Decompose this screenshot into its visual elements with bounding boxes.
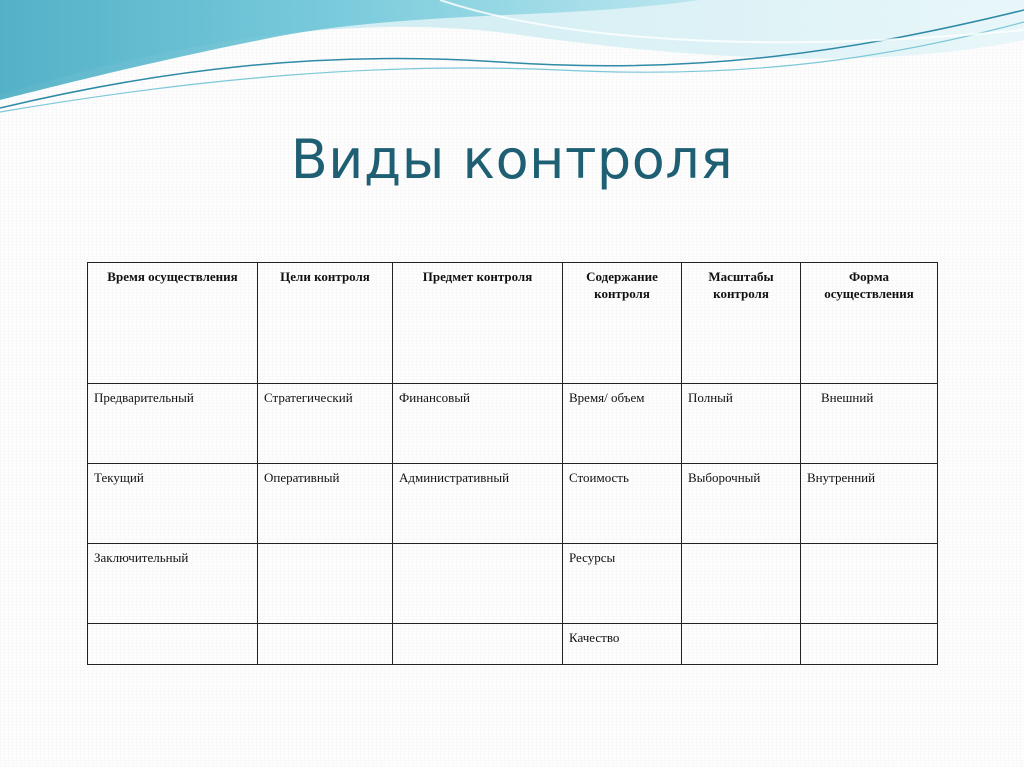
table-cell: Полный [682, 384, 801, 464]
table-cell [393, 624, 563, 665]
header-cell: Содержание контроля [563, 263, 682, 384]
control-types-table [87, 262, 938, 665]
table-cell: Стоимость [563, 464, 682, 544]
table-cell [801, 544, 938, 624]
table-cell: Ресурсы [563, 544, 682, 624]
table-cell: Текущий [88, 464, 258, 544]
table-cell: Административный [393, 464, 563, 544]
table-row [88, 544, 938, 624]
header-cell: Время осуществления [88, 263, 258, 384]
table-cell [682, 624, 801, 665]
table-row [88, 624, 938, 665]
table-cell [801, 624, 938, 665]
table-header-row [88, 263, 938, 384]
table-row [88, 464, 938, 544]
table-cell: Качество [563, 624, 682, 665]
table-cell: Заключительный [88, 544, 258, 624]
table-cell [258, 624, 393, 665]
page-title: Виды контроля [290, 128, 734, 191]
decorative-wave [0, 0, 1024, 130]
table-cell: Выборочный [682, 464, 801, 544]
header-cell: Цели контроля [258, 263, 393, 384]
table-cell: Финансовый [393, 384, 563, 464]
table-row [88, 384, 938, 464]
table-cell [88, 624, 258, 665]
table-cell: Внешний [801, 384, 938, 464]
table-cell: Время/ объем [563, 384, 682, 464]
header-cell: Форма осуществления [801, 263, 938, 384]
table-cell: Внутренний [801, 464, 938, 544]
header-cell: Предмет контроля [393, 263, 563, 384]
header-cell: Масштабы контроля [682, 263, 801, 384]
table-cell [258, 544, 393, 624]
table-cell: Предварительный [88, 384, 258, 464]
table-cell [682, 544, 801, 624]
table-cell: Стратегический [258, 384, 393, 464]
table-cell: Оперативный [258, 464, 393, 544]
table-cell [393, 544, 563, 624]
